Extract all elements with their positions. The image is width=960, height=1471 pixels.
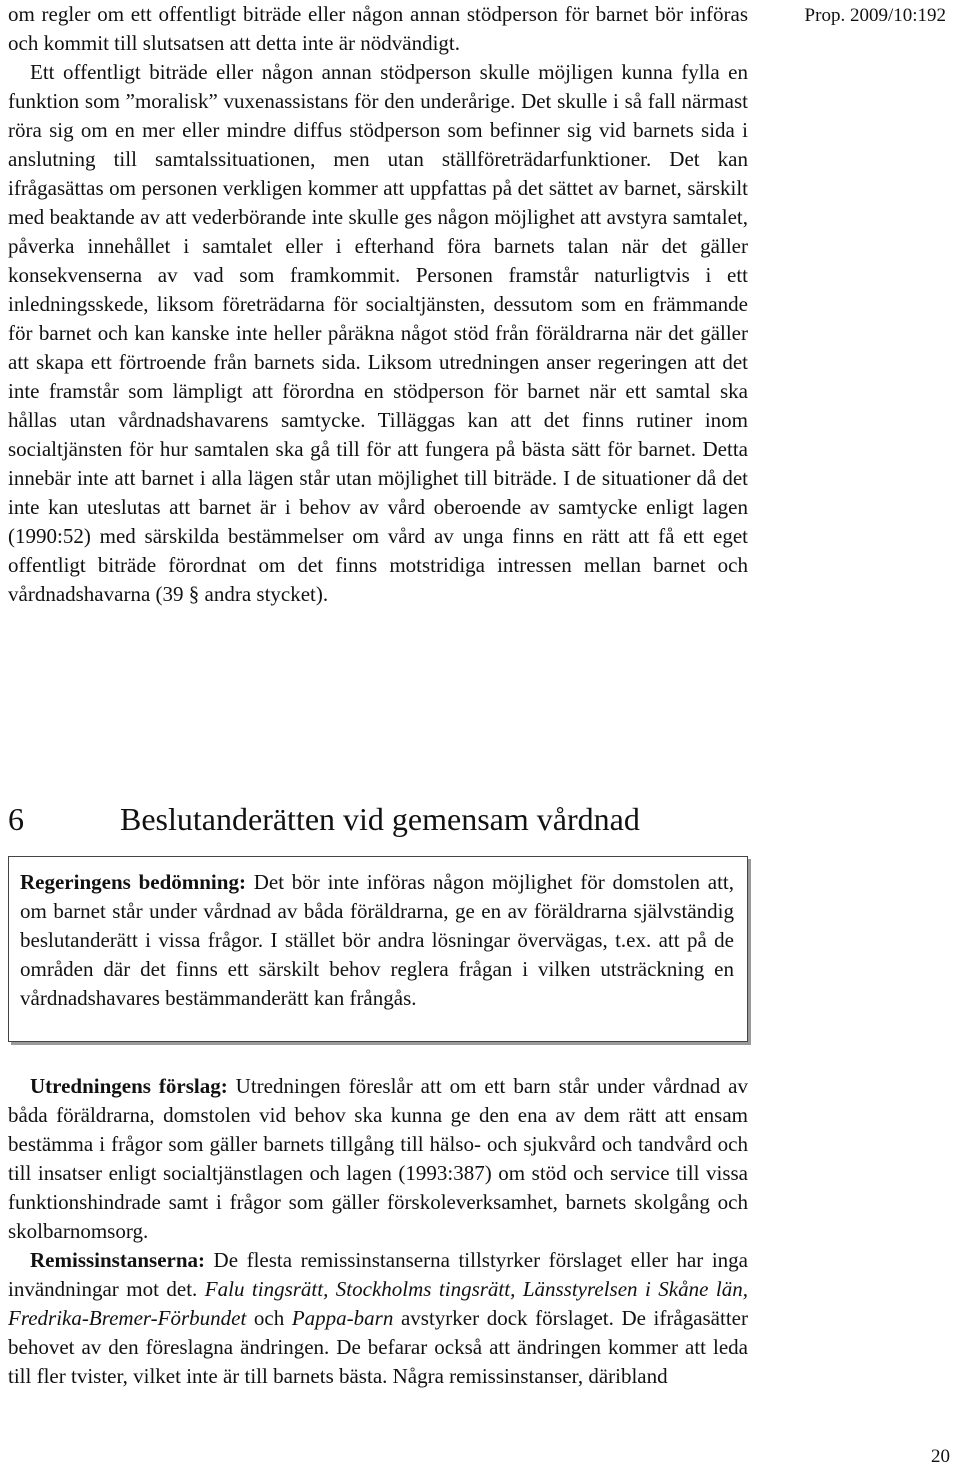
referral-body-2: och <box>246 1306 292 1330</box>
bottom-text-column <box>8 1072 748 1391</box>
page-number: 20 <box>931 1446 950 1467</box>
referral-bodies-paragraph <box>8 1246 748 1391</box>
paragraph-support-person: Ett offentligt biträde eller någon annan stödperson skulle möjligen kunna fylla en funktion som ”moralisk” vuxenassistans för den underårige. Det skulle i så fall närmast röra sig om en mer eller mindre diffus stödperson som befinner sig vid barnets sida i anslutning till samtalssituationen, men utan ställföreträdarfunktioner. Det kan ifrågasättas om personen verkligen kommer att uppfattas på det sättet av barnet, särskilt med beaktande av att vederbörande inte skulle ges någon möjlighet att avstyra samtalet, påverka innehållet i samtalet eller i efterhand föra barnets talan när det gäller konsekvenserna av vad som framkommit. Personen framstår naturligtvis i ett inledningsskede, liksom företrädarna för socialtjänsten, dessutom som en främmande för barnet och kan kanske inte heller påräkna något stöd från föräldrarna när det gäller att skapa ett förtroende från barnets sida. Liksom utredningen anser regeringen att det inte framstår som lämpligt att förordna en stödperson för barnet när ett samtal ska hållas utan vårdnadshavarens samtycke. Tilläggas kan att det finns rutiner inom socialtjänsten för hur samtalen ska gå till för att fungera på bästa sätt för barnet. Detta innebär inte att barnet i alla lägen står utan möjlighet till biträde. I de situationer då det inte kan uteslutas att barnet är i behov av vård oberoende av samtycke enligt lagen (1990:52) med särskilda bestämmelser om vård av unga finns en rätt att få ett eget offentligt biträde förordnat om det finns motstridiga intressen mellan barnet och vårdnadshavarna (39 § andra stycket). <box>8 60 748 606</box>
referral-body-3: avstyrker dock förslaget. De ifrågasätter behovet av den föreslagna ändringen. De befarar också att ändringen kommer att leda till fler tvister, vilket inte är till barnets bästa. Några remissinstanser, däribland <box>8 1306 748 1388</box>
assessment-body: Det bör inte införas någon möjlighet för domstolen att, om barnet står under vårdnad av båda föräldrarna, ge en av föräldrarna självständig beslutanderätt i vissa frågor. I stället bör andra lösningar övervägas, t.ex. att på de områden där det finns ett särskilt behov reglera frågan i vilken utsträckning en vårdnadshavares bestämmanderätt kan frångås. <box>20 870 734 1010</box>
proposition-reference: Prop. 2009/10:192 <box>804 5 946 26</box>
proposal-body: Utredningen föreslår att om ett barn står under vårdnad av båda föräldrarna, domstolen vid behov ska kunna ge den ena av dem rätt att ensam bestämma i frågor som gäller barnets tillgång till hälso- och sjukvård och tandvård och till insatser enligt socialtjänstlagen och lagen (1993:387) om stöd och service till vissa funktionshindrade samt i frågor som gäller förskoleverksamhet, barnets skolgång och skolbarnomsorg. <box>8 1074 748 1243</box>
section-heading <box>8 796 748 842</box>
referral-body-1: De flesta remissinstanserna tillstyrker förslaget eller har inga invändningar mot det. <box>8 1248 748 1301</box>
referral-label: Remissinstanserna: <box>30 1248 206 1272</box>
section-title: Beslutanderätten vid gemensam vårdnad <box>120 801 640 837</box>
proposal-label: Utredningens förslag: <box>30 1074 228 1098</box>
assessment-label: Regeringens bedömning: <box>20 870 246 894</box>
government-assessment-box <box>8 856 748 1042</box>
section-number: 6 <box>8 801 24 837</box>
government-assessment-text <box>20 868 734 1013</box>
top-text-column <box>8 0 748 609</box>
paragraph-continuation: om regler om ett offentligt biträde eller någon annan stödperson för barnet bör införas och kommit till slutsatsen att detta inte är nödvändigt. <box>8 2 748 55</box>
referral-italic-pappa-barn: Pappa-barn <box>291 1306 394 1330</box>
inquiry-proposal-paragraph <box>8 1072 748 1246</box>
referral-italic-bodies: Falu tingsrätt, Stockholms tingsrätt, Länsstyrelsen i Skåne län, Fredrika-Bremer-Förbundet <box>8 1277 748 1330</box>
